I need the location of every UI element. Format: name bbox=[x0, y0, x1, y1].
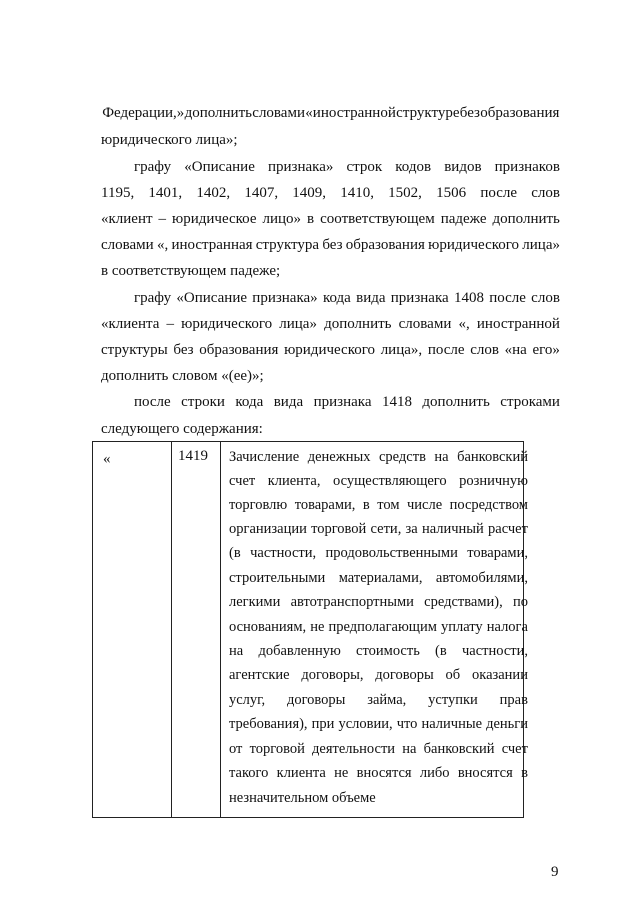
word: вида bbox=[356, 290, 386, 306]
word: после bbox=[480, 185, 518, 201]
word: слов bbox=[531, 290, 560, 306]
word: без bbox=[322, 237, 343, 253]
table-cell-code bbox=[172, 442, 221, 818]
word: автотранспортными bbox=[290, 594, 414, 610]
word: строительными bbox=[229, 570, 326, 586]
text-line bbox=[101, 235, 560, 255]
word: кода bbox=[322, 290, 351, 306]
word: агентские bbox=[229, 667, 290, 683]
word: что bbox=[396, 716, 418, 732]
word: розничную bbox=[459, 473, 528, 489]
word: «Описание bbox=[176, 290, 248, 306]
word: соответствующем bbox=[320, 211, 435, 227]
word: организации bbox=[229, 521, 307, 537]
word: уступки bbox=[428, 692, 478, 708]
word: структура bbox=[255, 237, 320, 253]
word: добавленную bbox=[258, 643, 341, 659]
word: либо bbox=[419, 765, 450, 781]
word: 1418 bbox=[381, 394, 412, 410]
word: дополнить bbox=[184, 105, 252, 121]
word: легкими bbox=[229, 594, 281, 610]
word: прав bbox=[499, 692, 528, 708]
word: лицо» bbox=[262, 211, 302, 227]
text-line: в соответствующем падеже; bbox=[101, 263, 281, 279]
word: банковский bbox=[457, 449, 528, 465]
word: (в bbox=[229, 545, 241, 561]
word: графу bbox=[134, 159, 172, 175]
word: торговой bbox=[311, 521, 367, 537]
word: признаков bbox=[494, 159, 560, 175]
word: после bbox=[427, 342, 465, 358]
word: после bbox=[134, 394, 171, 410]
cell-text-line: незначительном объеме bbox=[229, 790, 376, 806]
indicator-code: 1419 bbox=[178, 448, 208, 464]
word: автомобилями, bbox=[435, 570, 528, 586]
text-line bbox=[101, 183, 560, 203]
word: 1402, bbox=[196, 185, 231, 201]
word: словами bbox=[101, 237, 154, 253]
word: счет bbox=[501, 741, 528, 757]
cell-text-line bbox=[229, 495, 528, 515]
word: условии, bbox=[338, 716, 393, 732]
text-line bbox=[134, 288, 560, 308]
word: юридического bbox=[181, 316, 273, 332]
text-line: следующего содержания: bbox=[101, 421, 263, 437]
text-line bbox=[101, 103, 560, 123]
word: в bbox=[307, 211, 315, 227]
word: том bbox=[377, 497, 400, 513]
word: Федерации,» bbox=[102, 105, 185, 121]
word: Зачисление bbox=[229, 449, 300, 465]
word: 1407, bbox=[244, 185, 279, 201]
word: видов bbox=[444, 159, 482, 175]
word: вносятся bbox=[457, 765, 513, 781]
word: такого bbox=[229, 765, 269, 781]
word: «клиент bbox=[101, 211, 153, 227]
word: от bbox=[229, 741, 243, 757]
word: его» bbox=[532, 342, 560, 358]
word: наличные bbox=[421, 716, 483, 732]
word: иностранной bbox=[476, 316, 560, 332]
word: счет bbox=[229, 473, 256, 489]
word: графу bbox=[134, 290, 172, 306]
word: в bbox=[521, 765, 528, 781]
word: структуре bbox=[396, 105, 460, 121]
text-line bbox=[101, 314, 560, 334]
word: услуг, bbox=[229, 692, 266, 708]
word: частности, bbox=[250, 545, 317, 561]
word: при bbox=[311, 716, 335, 732]
word: на bbox=[402, 741, 417, 757]
word: торговлю bbox=[229, 497, 288, 513]
word: – bbox=[158, 211, 167, 227]
word: признака» bbox=[252, 290, 318, 306]
word: лица» bbox=[279, 316, 317, 332]
word: падеже bbox=[440, 211, 487, 227]
word: стоимость bbox=[356, 643, 420, 659]
word: строки bbox=[181, 394, 225, 410]
word: договоры bbox=[286, 692, 346, 708]
word: «, bbox=[458, 316, 470, 332]
cell-text-line bbox=[229, 471, 528, 491]
word: расчет bbox=[488, 521, 528, 537]
cell-text-line bbox=[229, 665, 528, 685]
text-line bbox=[101, 340, 560, 360]
word: слов bbox=[470, 342, 499, 358]
word: сети, bbox=[370, 521, 402, 537]
word: кода bbox=[235, 394, 264, 410]
word: договоры bbox=[375, 667, 434, 683]
word: деньги bbox=[486, 716, 528, 732]
cell-text-line bbox=[229, 763, 528, 783]
word: основаниям, bbox=[229, 619, 307, 635]
word: налога bbox=[486, 619, 528, 635]
table-cell-empty bbox=[93, 442, 172, 818]
word: товарами, bbox=[294, 497, 356, 513]
word: клиента, bbox=[267, 473, 321, 489]
word: образования bbox=[199, 342, 279, 358]
word: уплату bbox=[440, 619, 483, 635]
word: числе bbox=[406, 497, 443, 513]
word: средств bbox=[378, 449, 426, 465]
word: банковский bbox=[423, 741, 495, 757]
word: «, bbox=[156, 237, 169, 253]
word: оказании bbox=[472, 667, 528, 683]
cell-text-line bbox=[229, 447, 528, 467]
text-line bbox=[134, 392, 560, 412]
word: (в bbox=[435, 643, 447, 659]
word: денежных bbox=[307, 449, 371, 465]
word: «Описание bbox=[184, 159, 255, 175]
cell-text-line bbox=[229, 714, 528, 734]
word: посредством bbox=[449, 497, 528, 513]
word: 1506 bbox=[436, 185, 467, 201]
word: материалами, bbox=[338, 570, 423, 586]
word: частности, bbox=[461, 643, 528, 659]
word: юридического bbox=[428, 237, 520, 253]
word: 1410, bbox=[340, 185, 374, 201]
word: – bbox=[166, 316, 175, 332]
word: не bbox=[310, 619, 325, 635]
word: признака bbox=[390, 290, 449, 306]
word: «клиента bbox=[101, 316, 160, 332]
cell-text-line bbox=[229, 641, 528, 661]
word: юридического bbox=[284, 342, 376, 358]
word: слов bbox=[531, 185, 560, 201]
cell-text-line bbox=[229, 592, 528, 612]
word: по bbox=[512, 594, 528, 610]
cell-text-line bbox=[229, 690, 528, 710]
word: на bbox=[434, 449, 449, 465]
word: средствами), bbox=[424, 594, 503, 610]
word: юридическое bbox=[172, 211, 257, 227]
text-line bbox=[134, 157, 560, 177]
word: признака bbox=[313, 394, 372, 410]
word: без bbox=[459, 105, 480, 121]
word: 1408 bbox=[453, 290, 484, 306]
cell-text-line bbox=[229, 519, 528, 539]
word: займа, bbox=[367, 692, 407, 708]
word: иностранная bbox=[171, 237, 253, 253]
word: деятельности bbox=[312, 741, 396, 757]
word: осуществляющего bbox=[332, 473, 447, 489]
word: словами bbox=[398, 316, 452, 332]
page-number: 9 bbox=[551, 864, 559, 880]
word: дополнить bbox=[492, 211, 560, 227]
word: требования), bbox=[229, 716, 308, 732]
word: предполагающим bbox=[328, 619, 437, 635]
word: признака» bbox=[267, 159, 334, 175]
word: лица» bbox=[522, 237, 560, 253]
word: торговой bbox=[249, 741, 305, 757]
word: «на bbox=[504, 342, 527, 358]
word: 1195, bbox=[101, 185, 135, 201]
word: кодов bbox=[395, 159, 432, 175]
word: за bbox=[405, 521, 418, 537]
word: клиента bbox=[276, 765, 326, 781]
word: структуры bbox=[101, 342, 168, 358]
word: не bbox=[334, 765, 349, 781]
cell-text-line bbox=[229, 543, 528, 563]
word: образования bbox=[345, 237, 425, 253]
word: после bbox=[489, 290, 526, 306]
word: 1502, bbox=[388, 185, 422, 201]
word: «иностранной bbox=[305, 105, 396, 121]
opening-quote: « bbox=[103, 451, 111, 467]
word: вида bbox=[273, 394, 304, 410]
text-line: дополнить словом «(ее)»; bbox=[101, 368, 264, 384]
cell-text-line bbox=[229, 568, 528, 588]
word: строк bbox=[346, 159, 383, 175]
word: наличный bbox=[421, 521, 484, 537]
word: на bbox=[229, 643, 244, 659]
word: дополнить bbox=[422, 394, 490, 410]
word: строками bbox=[500, 394, 560, 410]
text-line bbox=[101, 209, 560, 229]
word: лица», bbox=[380, 342, 423, 358]
word: в bbox=[362, 497, 370, 513]
cell-text-line bbox=[229, 617, 528, 637]
word: образования bbox=[480, 105, 560, 121]
cell-text-line bbox=[229, 739, 528, 759]
word: без bbox=[173, 342, 194, 358]
word: об bbox=[445, 667, 461, 683]
word: продовольственными bbox=[325, 545, 458, 561]
word: товарами, bbox=[467, 545, 528, 561]
word: дополнить bbox=[324, 316, 392, 332]
text-line: юридического лица»; bbox=[101, 132, 238, 148]
word: договоры, bbox=[301, 667, 364, 683]
word: словами bbox=[252, 105, 305, 121]
word: 1409, bbox=[292, 185, 327, 201]
word: 1401, bbox=[148, 185, 183, 201]
word: вносятся bbox=[356, 765, 412, 781]
